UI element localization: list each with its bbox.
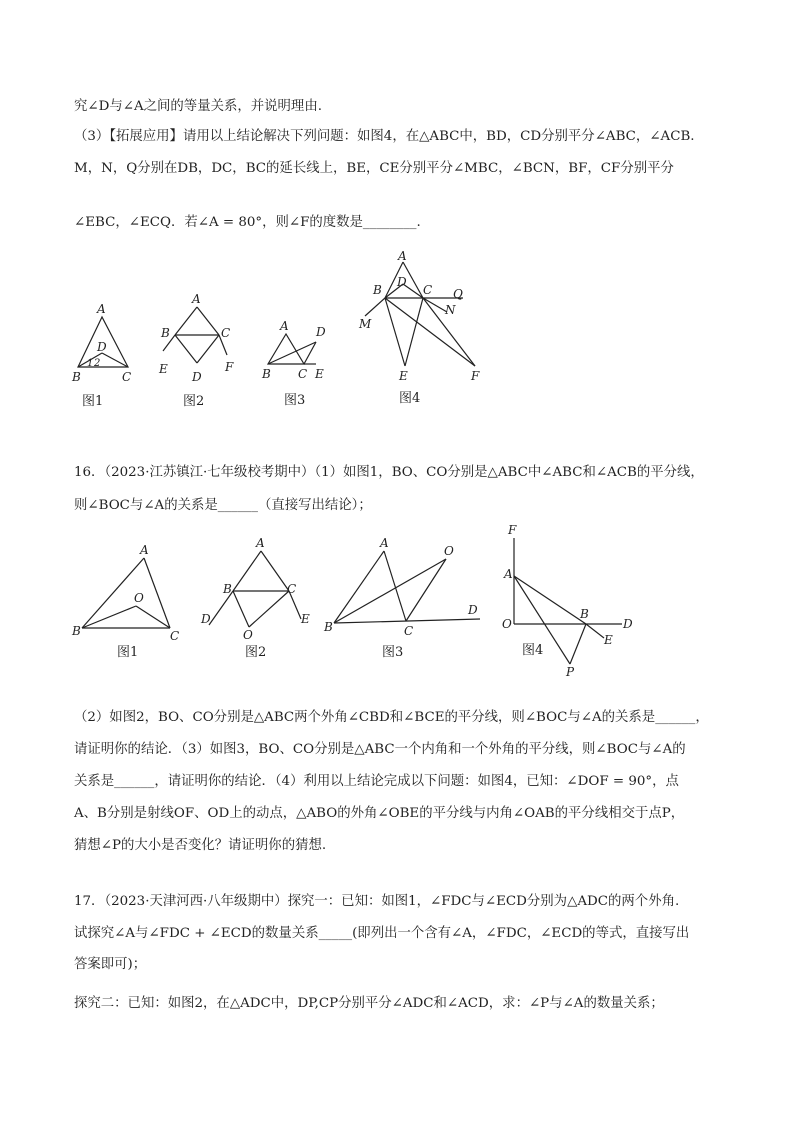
fig-label: B <box>161 326 170 340</box>
q15-text-line-4: ∠EBC，∠ECQ．若∠A = 80°，则∠F的度数是________. <box>74 215 421 230</box>
fig-label: A <box>504 567 513 581</box>
q15-text-line-2: （3）【拓展应用】请用以上结论解决下列问题：如图4，在△ABC中，BD，CD分别平分∠ABC，∠ACB. <box>74 129 695 144</box>
fig-label: E <box>604 633 613 647</box>
figure-caption: 图2 <box>245 645 267 660</box>
fig-label: B <box>373 283 382 297</box>
q16-text-line-3: （2）如图2，BO、CO分别是△ABC两个外角∠CBD和∠BCE的平分线，则∠BOC与∠A的关系是______， <box>74 710 709 725</box>
fig-label: N <box>445 303 456 317</box>
q16-text-line-2: 则∠BOC与∠A的关系是______（直接写出结论）； <box>74 498 372 513</box>
fig-label: O <box>444 544 454 558</box>
q17-text-line-2: 试探究∠A与∠FDC + ∠ECD的数量关系_____(即列出一个含有∠A，∠FDC，∠ECD的等式，直接写出 <box>74 926 690 941</box>
figure-caption: 图4 <box>399 391 421 406</box>
fig-label: O <box>243 628 253 642</box>
q16-figure-3 <box>322 535 492 660</box>
figure-caption: 图1 <box>82 394 104 409</box>
fig-label: P <box>566 665 575 679</box>
q15-figure-2 <box>155 285 245 415</box>
fig-label: D <box>468 603 478 617</box>
fig-label: D <box>316 325 326 339</box>
q15-figure-1 <box>70 295 140 415</box>
fig-label: D <box>192 370 202 384</box>
fig-label: C <box>287 582 297 596</box>
figure-caption: 图1 <box>117 645 139 658</box>
fig-label: 2 <box>94 358 101 369</box>
fig-label: E <box>315 367 324 381</box>
fig-label: C <box>170 629 180 643</box>
fig-label: C <box>221 326 231 340</box>
fig-label: A <box>398 249 407 263</box>
fig-label: B <box>324 620 333 634</box>
fig-label: F <box>471 369 480 383</box>
q15-figure-3 <box>258 312 338 415</box>
q16-text-line-6: A、B分别是射线OF、OD上的动点，△ABO的外角∠OBE的平分线与内角∠OAB的平分线相交于点P， <box>74 806 685 821</box>
q16-text-line-1: 16．（2023·江苏镇江·七年级校考期中）（1）如图1，BO、CO分别是△ABC中∠ABC和∠ACB的平分线， <box>74 465 704 480</box>
q17-text-line-4: 探究二：已知：如图2，在△ADC中，DP,CP分别平分∠ADC和∠ACD，求：∠P与∠A的数量关系； <box>74 996 664 1011</box>
q17-text-line-3: 答案即可)； <box>74 957 147 972</box>
fig-label: A <box>192 292 201 306</box>
q16-text-line-4: 请证明你的结论．（3）如图3，BO、CO分别是△ABC一个内角和一个外角的平分线，则∠BOC与∠A的 <box>74 742 686 757</box>
fig-label: E <box>159 362 168 376</box>
q17-text-line-1: 17．（2023·天津河西·八年级期中）探究一：已知：如图1，∠FDC与∠ECD分别为△ADC的两个外角. <box>74 894 680 909</box>
figure-caption: 图4 <box>522 643 544 658</box>
figure-caption: 图3 <box>284 393 306 408</box>
fig-label: B <box>223 582 232 596</box>
fig-label: D <box>623 617 633 631</box>
fig-label: Q <box>453 287 463 301</box>
q16-figure-4 <box>500 524 640 684</box>
fig-label: E <box>301 612 310 626</box>
fig-label: D <box>397 275 407 289</box>
fig-label: C <box>122 370 132 384</box>
fig-label: A <box>140 543 149 557</box>
q16-text-line-7: 猜想∠P的大小是否变化？请证明你的猜想. <box>74 838 327 853</box>
q16-text-line-5: 关系是______，请证明你的结论．（4）利用以上结论完成以下问题：如图4，已知：∠DOF = 90°，点 <box>74 774 679 789</box>
fig-label: A <box>280 319 289 333</box>
fig-label: B <box>262 367 271 381</box>
fig-label: B <box>72 370 81 384</box>
q15-figure-4 <box>355 248 505 408</box>
fig-label: E <box>399 369 408 383</box>
fig-label: A <box>97 302 106 316</box>
fig-label: D <box>201 612 211 626</box>
q15-text-line-1: 究∠D与∠A之间的等量关系，并说明理由. <box>74 99 322 114</box>
fig-label: B <box>580 607 589 621</box>
q16-figure-1 <box>70 538 190 658</box>
fig-label: B <box>72 624 81 638</box>
fig-label: O <box>502 617 512 631</box>
fig-label: M <box>359 317 372 331</box>
fig-label: F <box>508 524 517 537</box>
fig-label: A <box>256 536 265 550</box>
fig-label: O <box>134 591 144 605</box>
fig-label: 1 <box>87 358 94 369</box>
fig-label: D <box>97 340 107 354</box>
q15-text-line-3: M，N，Q分别在DB，DC，BC的延长线上，BE，CE分别平分∠MBC，∠BCN，BF，CF分别平分 <box>74 161 674 176</box>
fig-label: C <box>404 624 414 638</box>
q16-figure-2 <box>195 535 320 660</box>
fig-label: C <box>423 283 433 297</box>
figure-caption: 图3 <box>382 645 404 660</box>
fig-label: F <box>225 360 234 374</box>
figure-caption: 图2 <box>183 394 205 409</box>
fig-label: C <box>298 367 308 381</box>
fig-label: A <box>380 536 389 550</box>
